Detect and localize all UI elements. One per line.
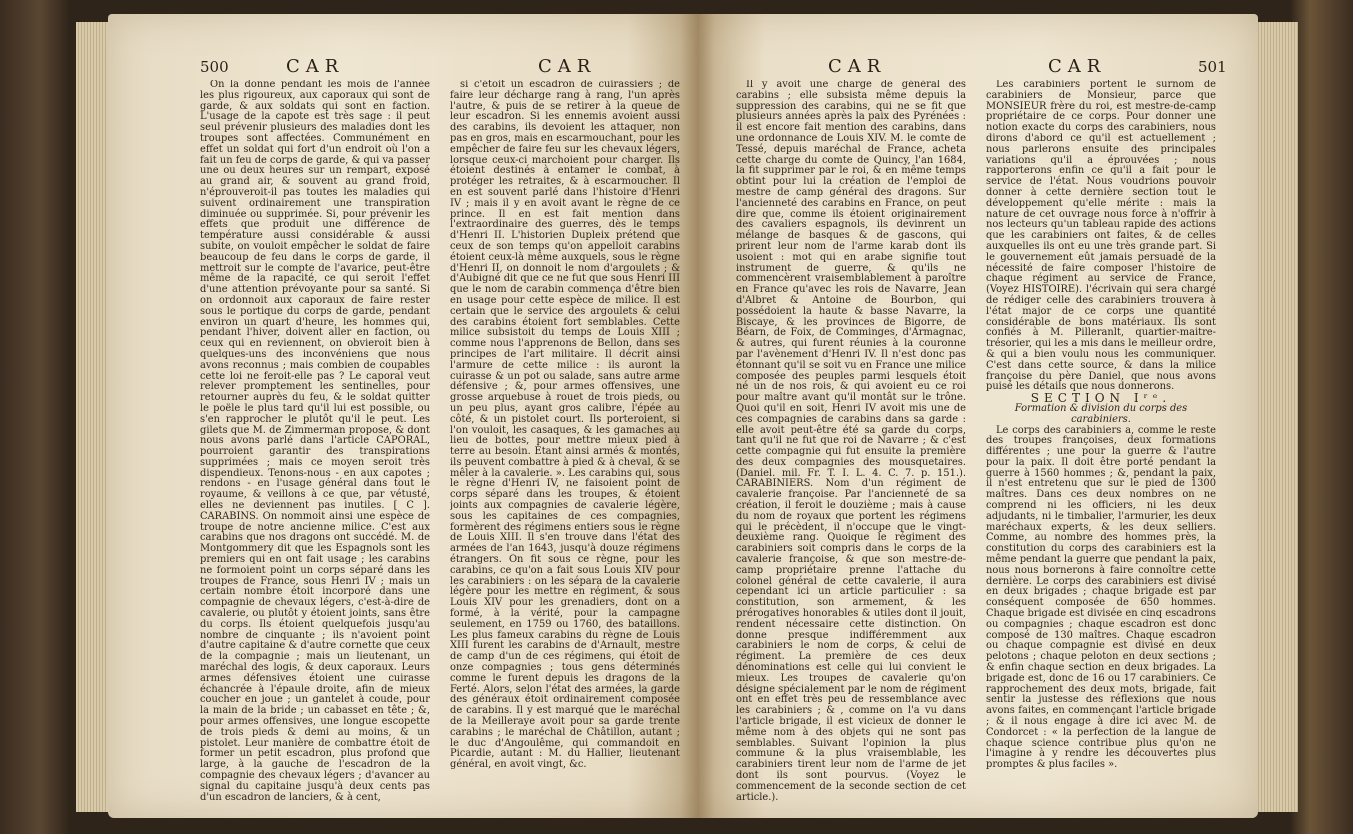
- page-number: 501: [1198, 58, 1227, 76]
- text-column-1: [200, 80, 430, 815]
- column-text: Les carabiniers portent le surnom de carabiniers de Monsieur, parce que MONSIEUR frère du roi, est mestre-de-camp propriétaire de ce corps. Pour donner une notion exacte du corps des carabiniers, nous dirons d'abord ce qu'il est actuellement ; nous parlerons ensuite des principales variations qu'il a éprouvées ; nous rapporterons enfin ce qu'il a fait pour le service de l'état. Nous voudrions pouvoir donner à cette dernière section tout le développement qu'elle mérite : mais la nature de cet ouvrage nous force à n'offrir à nos lecteurs qu'un tableau rapide des actions que les carabiniers ont faites, & de celles auxquelles ils ont eu une très grande part. Si le gouvernement eût jamais persuadé de la nécessité de faire composer l'histoire de chaque régiment au service de France, (Voyez HISTOIRE). l'écrivain qui sera chargé de rédiger celle des carabiniers trouvera à l'état major de ce corps une quantité considérable de bons matériaux. Ils sont confiés à M. Pilleranlt, quartier-maitre-trésorier, qui les a mis dans le meilleur ordre, & qui a bien voulu nous les communiquer. C'est dans cette source, & dans la milice françoise du père Daniel, que nous avons puisé les détails que nous donnerons.: [986, 80, 1216, 393]
- column-text: Il y avoit une charge de général des carabins ; elle subsista même depuis la suppression des carabins, qui ne se fit que plusieurs années après la paix des Pyrénées : il est encore fait mention des carabins, dans une ordonnance de Louis XIV. M. le comte de Tessé, depuis maréchal de France, acheta cette charge du comte de Quincy, l'an 1684, la fit supprimer par le roi, & en même temps obtint pour lui la création de l'emploi de mestre de camp général des dragons. Sur l'ancienneté des carabins en France, on peut dire que, comme ils étoient originairement des cavaliers espagnols, ils devinrent un mélange de basques & de gascons, qui prirent leur nom de l'arme karab dont ils usoient : mot qui en arabe signifie tout instrument de guerre, & qu'ils ne commencèrent vraisemblablement à paroître en France qu'avec les rois de Navarre, Jean d'Albret & Antoine de Bourbon, qui possédoient la haute & basse Navarre, la Biscaye, & les provinces de Bigorre, de Béarn, de Foix, de Comminges, d'Armagnac, & autres, qui furent réunies à la couronne par l'avènement d'Henri IV. Il n'est donc pas étonnant qu'il se soit vu en France une milice composée des peuples parmi lesquels étoit né un de nos rois, & qui avoient eu ce roi pour maître avant qu'il montât sur le trône. Quoi qu'il en soit, Henri IV avoit mis une de ces compagnies de carabins dans sa garde : elle avoit peut-être été sa garde du corps, tant qu'il ne fut que roi de Navarre ; & c'est cette compagnie qui fut ensuite la première des deux compagnies des mousquetaires. (Daniel. mil. Fr. T. I. L. 4. C. 7. p. 151.). CARABINIERS. Nom d'un régiment de cavalerie françoise. Par l'ancienneté de sa création, il feroit le douzième ; mais à cause du nom de royaux que portent les régimens qui le précèdent, il n'occupe que le vingt-deuxième rang. Quoique le régiment des carabiniers soit compris dans le corps de la cavalerie françoise, & que son mestre-de-camp propriétaire prenne l'attache du colonel général de cette cavalerie, il aura cependant ici un article particulier : sa constitution, son armement, & les prérogatives honorables & utiles dont il jouit, rendent nécessaire cette distinction. On donne presque indifféremment aux carabiniers le nom de corps, & celui de régiment. La première de ces deux dénominations est celle qui lui convient le mieux. Les troupes de cavalerie qu'on désigne spécialement par le nom de régiment ont en effet très peu de ressemblance avec les carabiniers ; & , comme on l'a vu dans l'article brigade, il est vicieux de donner le même nom à des objets qui ne sont pas semblables. Suivant l'opinion la plus commune & la plus vraisemblable, les carabiniers tirent leur nom de l'arme de jet dont ils sont pourvus. (Voyez le commencement de la seconde section de cet article.).: [736, 80, 966, 803]
- column-text: Le corps des carabiniers a, comme le reste des troupes françoises, deux formations différentes ; une pour la guerre & l'autre pour la paix. Il doit être porté pendant la guerre à 1560 hommes ; &, pendant la paix, il n'est entretenu que sur le pied de 1300 maîtres. Dans ces deux nombres on ne comprend ni les officiers, ni les deux adjudants, ni le timbalier, l'armurier, les deux maréchaux experts, & les deux selliers. Comme, au nombre des hommes près, la constitution du corps des carabiniers est la même pendant la guerre que pendant la paix, nous nous bornerons à faire connoître cette dernière. Le corps des carabiniers est divisé en deux brigades ; chaque brigade est par conséquent composée de 650 hommes. Chaque brigade est divisée en cinq escadrons ou compagnies ; chaque escadron est donc composé de 130 maîtres. Chaque escadron ou chaque compagnie est divisé en deux pelotons ; chaque peloton en deux sections ; & enfin chaque section en deux brigades. La brigade est, donc de 16 ou 17 carabiniers. Ce rapprochement des deux mots, brigade, fait sentir la justesse des réflexions que nous avons faites, en commençant l'article brigade ; & il nous engage à dire ici avec M. de Condorcet : « la perfection de la langue de chaque science contribue plus qu'on ne l'imagine à y rendre les découvertes plus promptes & plus faciles ».: [986, 424, 1216, 771]
- text-column-2: [986, 80, 1216, 815]
- running-head-col2: CAR: [538, 56, 597, 77]
- text-column-2: [450, 80, 680, 815]
- running-head: CAR: [828, 56, 887, 77]
- running-head-col2: CAR: [1048, 56, 1107, 77]
- text-column-1: [736, 80, 966, 815]
- section-subtitle: Formation & division du corps des carabiniers.: [1014, 402, 1188, 425]
- left-page: [108, 14, 698, 818]
- left-page-edges: [76, 22, 108, 812]
- column-text: On la donne pendant les mois de l'année les plus rigoureux, aux caporaux qui sont de garde, & aux soldats qui sont en faction. L'usage de la capote est très sage : il peut seul prévenir plusieurs des maladies dont les troupes sont affectées. Communément en effet un soldat qui fort d'un endroit où l'on a fait un feu de corps de garde, & qui va passer une ou deux heures sur un rempart, exposé au grand air, & souvent au grand froid, n'éprouveroit-il pas toutes les maladies qui suivent ordinairement une transpiration diminuée ou supprimée. Si, pour prévenir les effets que produit une différence de température aussi considérable & aussi subite, on vouloit empêcher le soldat de faire beaucoup de feu dans le corps de garde, il mettroit sur le compte de l'avarice, peut-être même de la rapacité, ce qui seroit l'effet d'une attention prévoyante pour sa santé. Si on ordonnoit aux caporaux de faire rester sous le portique du corps de garde, pendant environ un quart d'heure, les hommes qui, pendant l'hiver, doivent aller en faction, ou ceux qui en reviennent, on obvieroit bien à quelques-uns des inconvéniens que nous avons reconnus ; mais combien de coupables cette loi ne feroit-elle pas ? Le caporal veut relever promptement les sentinelles, pour retourner auprès du feu, & le soldat quitter le poële le plus tard qu'il lui est possible, ou s'en rapprocher le plutôt qu'il le peut. Les gilets que M. de Zimmerman propose, & dont nous avons parlé dans l'article CAPORAL, pourroient garantir des transpirations supprimées ; mais ce moyen seroit très dispendieux. Tenons-nous - en aux capotes ; rendons - en l'usage général dans tout le royaume, & veillons à ce que, par vétusté, elles ne deviennent pas inutiles. [ C ]. CARABINS. On nommoit ainsi une espèce de troupe de notre ancienne milice. C'est aux carabins que nos dragons ont succédé. M. de Montgommery dit que les Espagnols sont les premiers qui en ont fait usage ; les carabins ne formoient point un corps séparé dans les troupes de France, sous Henri IV ; mais un certain nombre étoit incorporé dans une compagnie de chevaux légers, c'est-à-dire de cavalerie, ou plutôt y étoient joints, sans être du corps. Ils étoient quelquefois jusqu'au nombre de cinquante ; ils n'avoient point d'autre capitaine & d'autre cornette que ceux de la compagnie ; mais un lieutenant, un maréchal des logis, & deux caporaux. Leurs armes défensives étoient une cuirasse échancrée à l'épaule droite, afin de mieux coucher en joue ; un gantelet à coude, pour la main de la bride ; un cabasset en tête ; &, pour armes offensives, une longue escopette de trois pieds & demi au moins, & un pistolet. Leur manière de combattre étoit de former un petit escadron, plus profond que large, à la gauche de l'escadron de la compagnie des chevaux légers ; d'avancer au signal du capitaine jusqu'à deux cents pas d'un escadron de lanciers, & à cent,: [200, 80, 430, 803]
- page-number: 500: [200, 58, 229, 76]
- right-page-edges: [1258, 22, 1298, 812]
- section-title: SECTION Iʳᵉ.: [1030, 391, 1172, 406]
- column-text: si c'étoit un escadron de cuirassiers ; de faire leur décharge rang à rang, l'un après l'autre, & puis de se retirer à la queue de leur escadron. Si les ennemis avoient aussi des carabins, ils devoient les attaquer, non pas en gros, mais en escarmouchant, pour les empêcher de faire feu sur les chevaux légers, lorsque ceux-ci marchoient pour charger. Ils étoient destinés à entamer le combat, à protéger les retraites, & à escarmoucher. Il en est souvent parlé dans l'histoire d'Henri IV ; mais il y en avoit avant le règne de ce prince. Il en est fait mention dans l'extraordinaire des guerres, dès le temps d'Henri II. L'historien Dupleix prétend que ceux de son temps qu'on appelloit carabins étoient ceux-là même auxquels, sous le règne d'Henri II, on donnoit le nom d'argoulets ; & d'Aubigné dit que ce ne fut que sous Henri III que le nom de carabin commença d'être bien en usage pour cette espèce de milice. Il est certain que le service des argoulets & celui des carabins étoient fort semblables. Cette milice subsistoit du temps de Louis XIII ; comme nous l'apprenons de Bellon, dans ses principes de l'art militaire. Il décrit ainsi l'armure de cette milice : ils auront la cuirasse & un pot ou salade, sans autre arme défensive ; &, pour armes offensives, une grosse arquebuse à rouet de trois pieds, ou un peu plus, ayant gros calibre, l'épée au côté, & un pistolet court. Ils porteroient, si l'on vouloit, les casaques, & les gamaches au lieu de bottes, pour mettre mieux pied à terre au besoin. Étant ainsi armés & montés, ils peuvent combattre à pied & à cheval, & se mêler à la cavalerie. ». Les carabins qui, sous le règne d'Henri IV, ne faisoient point de corps séparé dans les troupes, & étoient joints aux compagnies de cavalerie légère, sous les capitaines de ces compagnies, formèrent des régimens entiers sous le règne de Louis XIII. Il s'en trouve dans l'état des armées de l'an 1643, jusqu'à douze régimens étrangers. On fit sous ce règne, pour les carabins, ce qu'on a fait sous Louis XIV pour les carabiniers : on les sépara de la cavalerie légère pour les mettre en régiment, & sous Louis XIV pour les grenadiers, dont on a formé, à la vérité, pour la campagne seulement, en 1759 ou 1760, des bataillons. Les plus fameux carabins du règne de Louis XIII furent les carabins de d'Arnault, mestre de camp d'un de ces régimens, qui étoit de onze compagnies ; tous gens déterminés comme le furent depuis les dragons de la Ferté. Alors, selon l'état des armées, la garde des généraux étoit ordinairement composée de carabins. Il y est marqué que le maréchal de la Meilleraye avoit pour sa garde trente carabins ; le maréchal de Châtillon, autant ; le duc d'Angoulême, qui commandoit en Picardie, autant : M. du Hallier, lieutenant général, en avoit vingt, &c.: [450, 80, 680, 771]
- running-head: CAR: [286, 56, 345, 77]
- right-page: [698, 14, 1258, 818]
